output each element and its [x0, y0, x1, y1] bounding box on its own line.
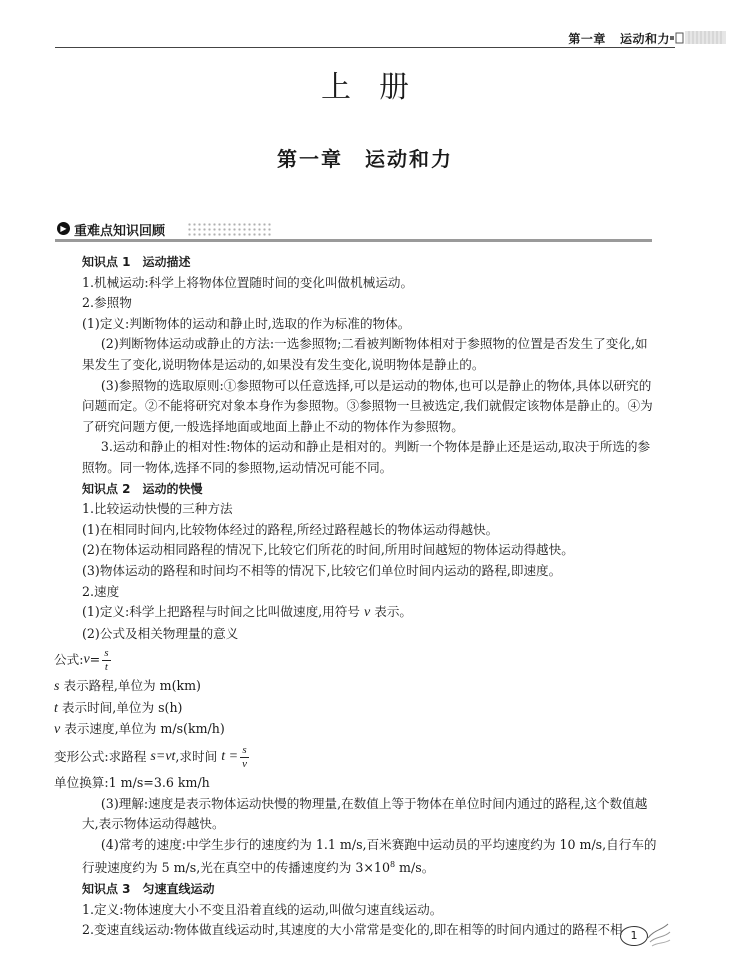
kp1-line-1: 1.机械运动:科学上将物体位置随时间的变化叫做机械运动。 [82, 274, 414, 290]
kp1-line-3: (1)定义:判断物体的运动和静止时,选取的作为标准的物体。 [82, 315, 411, 331]
running-header [568, 30, 670, 47]
kp2-line-2: (1)在相同时间内,比较物体经过的路程,所经过路程越长的物体运动得越快。 [82, 521, 499, 537]
derived-formula: 变形公式:求路程 s=vt ,求时间 t = $\frac{s}{v}$ [54, 743, 247, 770]
header-rule [55, 47, 675, 48]
kp2-line-7: (2)公式及相关物理量的意义 [82, 625, 239, 641]
symbol-v: v [363, 605, 371, 621]
section-rule [55, 239, 652, 242]
kp3-line-1: 1.定义:物体速度大小不变且沿着直线的运动,叫做匀速直线运动。 [82, 901, 443, 917]
kp1-line-6: 3.运动和静止的相对性:物体的运动和静止是相对的。判断一个物体是静止还是运动,取决于所选的参照物。同一物体,选择不同的参照物,运动情况可能不同。 [82, 439, 651, 475]
section-heading [55, 218, 652, 244]
t-description: t 表示时间,单位为 s(h) [54, 699, 183, 716]
kp2-line-9: (4)常考的速度:中学生步行的速度约为 1.1 m/s,百米赛跑中运动员的平均速度约为 10 m/s,自行车的行驶速度约为 5 m/s,光在真空中的传播速度约为 $3\times 10^8$ m/s。 [82, 836, 657, 876]
s-description: s 表示路程,单位为 m(km) [54, 678, 201, 695]
header-decoration-icon [670, 30, 726, 44]
header-chapter: 第一章 [568, 32, 606, 46]
dot-pattern-decoration [187, 222, 271, 236]
fraction-s-over-t: $\frac{s}{t}$ [104, 646, 109, 673]
kp1-line-5: (3)参照物的选取原则:①参照物可以任意选择,可以是运动的物体,也可以是静止的物体,具体以研究的问题而定。②不能将研究对象本身作为参照物。③参照物一旦被选定,我们就假定该物体是静止的。④为了研究问题方便,一般选择地面或地面上静止不动的物体作为参照物。 [82, 377, 653, 434]
speed-formula: 公式: v = $\frac{s}{t}$ [54, 646, 109, 673]
kp2-line-5: 2.速度 [82, 583, 120, 599]
knowledge-point-3-title: 知识点 3 匀速直线运动 [82, 882, 215, 897]
chapter-heading: 第一章 运动和力 [277, 147, 453, 171]
kp2-line-4: (3)物体运动的路程和时间均不相等的情况下,比较它们单位时间内运动的路程,即速度。 [82, 562, 562, 578]
play-icon: ▶ [57, 222, 70, 235]
kp2-line-3: (2)在物体运动相同路程的情况下,比较它们所花的时间,所用时间越短的物体运动得越快。 [82, 542, 574, 558]
header-chapter-title: 运动和力 [619, 32, 670, 46]
kp2-line-8: (3)理解:速度是表示物体运动快慢的物理量,在数值上等于物体在单位时间内通过的路程,这个数值越大,表示物体运动得越快。 [82, 795, 648, 832]
volume-title: 上册 [321, 70, 437, 105]
knowledge-point-1-title: 知识点 1 运动描述 [82, 255, 191, 269]
page-number: 1 [620, 926, 648, 946]
kp1-line-2: 2.参照物 [82, 295, 132, 311]
kp2-line-6: (1)定义:科学上把路程与时间之比叫做速度,用符号 v 表示。 [82, 604, 412, 621]
swirl-decoration-icon [646, 920, 672, 948]
knowledge-point-2-title: 知识点 2 运动的快慢 [82, 481, 203, 496]
body-content [54, 252, 657, 941]
kp1-line-4: (2)判断物体运动或静止的方法:一选参照物;二看被判断物体相对于参照物的位置是否发生了变化,如果发生了变化,说明物体是运动的,如果没有发生变化,说明物体是静止的。 [82, 336, 648, 372]
v-description: v 表示速度,单位为 m/s(km/h) [54, 721, 225, 738]
unit-conversion: 单位换算:1 m/s=3.6 km/h [54, 775, 210, 791]
kp2-line-1: 1.比较运动快慢的三种方法 [82, 501, 233, 517]
fraction-s-over-v: $\frac{s}{v}$ [242, 743, 247, 770]
section-label: 重难点知识回顾 [74, 224, 166, 239]
kp3-line-2: 2.变速直线运动:物体做直线运动时,其速度的大小常常是变化的,即在相等的时间内通过的路程不相 [82, 922, 623, 938]
